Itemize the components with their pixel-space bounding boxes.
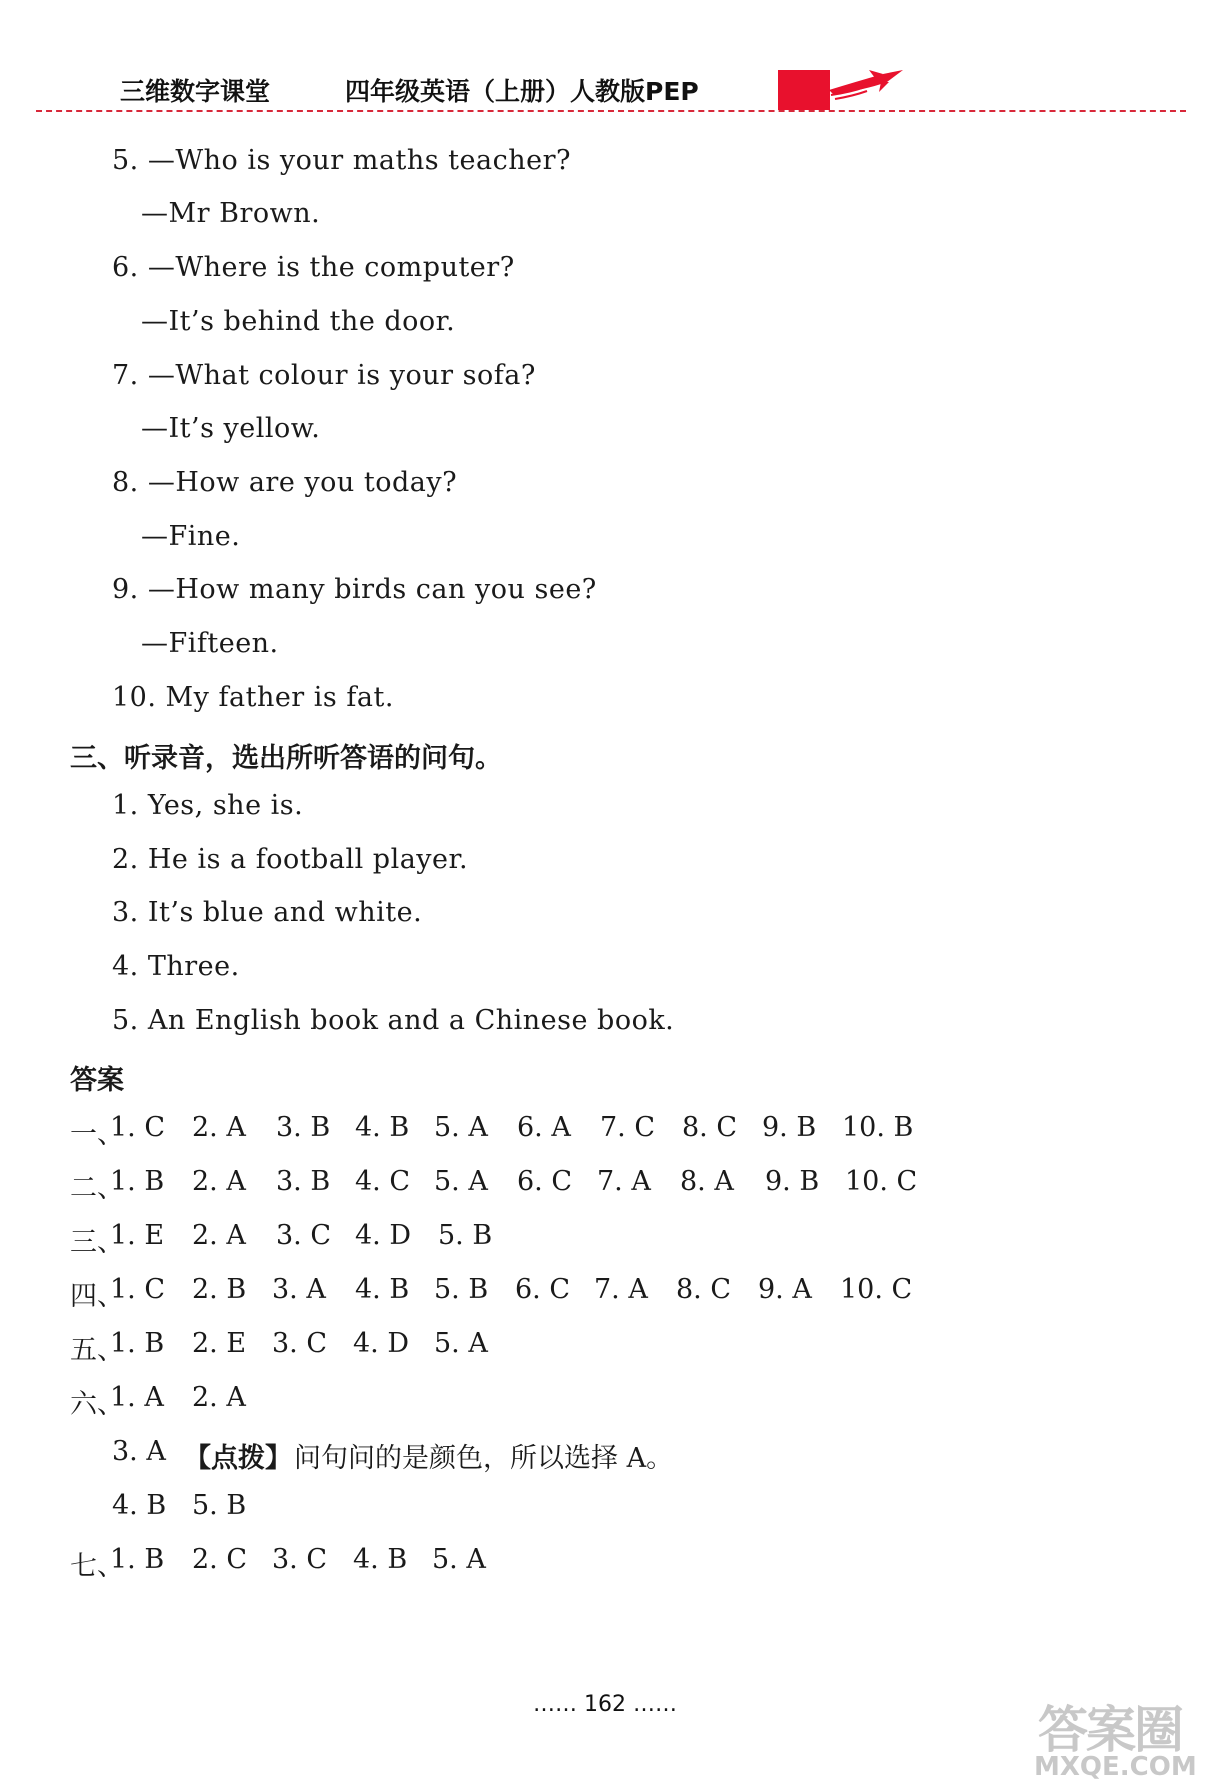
answer-item: 2. A xyxy=(192,1112,246,1143)
answer-item: 6. C xyxy=(517,1166,573,1197)
watermark-logo xyxy=(1030,1690,1200,1785)
answer-item: 8. C xyxy=(676,1274,732,1305)
answer-item: 8. A xyxy=(680,1166,734,1197)
answer-row-label: 五、 xyxy=(70,1335,124,1366)
answer-item: 4. D xyxy=(355,1220,411,1251)
answer-item: 9. B xyxy=(765,1166,820,1197)
answer-item: 3. B xyxy=(276,1112,331,1143)
answer-item: 8. C xyxy=(682,1112,738,1143)
answer-item: 4. B xyxy=(353,1544,408,1575)
answer-item: 9. A xyxy=(758,1274,812,1305)
section3-item: 3. It’s blue and white. xyxy=(112,897,423,928)
tip-label: 【点拨】 xyxy=(184,1443,292,1474)
answer-item: 6. C xyxy=(515,1274,571,1305)
answer-item: 1. A xyxy=(110,1382,164,1413)
answer-item: 7. A xyxy=(594,1274,648,1305)
script-q9: 9. —How many birds can you see? xyxy=(112,574,597,605)
answer-item: 5. A xyxy=(434,1112,488,1143)
answer-item: 2. A xyxy=(192,1220,246,1251)
answer-item: 2. C xyxy=(192,1544,248,1575)
answer-row-label: 一、 xyxy=(70,1119,124,1150)
answer-item: 1. B xyxy=(110,1166,165,1197)
script-q8: 8. —How are you today? xyxy=(112,467,458,498)
book-series-title: 三维数字课堂 xyxy=(120,77,271,106)
answer-item: 4. C xyxy=(355,1166,411,1197)
answer-item: 4. D xyxy=(353,1328,409,1359)
script-item10: 10. My father is fat. xyxy=(112,682,394,713)
answer-item: 1. B xyxy=(110,1544,165,1575)
answer-item: 3. A xyxy=(112,1436,166,1467)
script-a5: —Mr Brown. xyxy=(141,198,321,229)
answer-item: 10. B xyxy=(842,1112,914,1143)
script-a8: —Fine. xyxy=(141,521,241,552)
watermark-text: 答案圈 xyxy=(1038,1701,1182,1759)
answer-item: 4. B xyxy=(355,1112,410,1143)
script-q6: 6. —Where is the computer? xyxy=(112,252,515,283)
answer-item: 3. A xyxy=(272,1274,326,1305)
tip-text: 问句问的是颜色，所以选择 A。 xyxy=(294,1443,674,1474)
section3-item: 4. Three. xyxy=(112,951,240,982)
rocket-icon xyxy=(825,68,905,104)
answers-heading: 答案 xyxy=(70,1065,124,1096)
answer-row-label: 六、 xyxy=(70,1389,124,1420)
answer-item: 4. B xyxy=(112,1490,167,1521)
answer-row-label: 二、 xyxy=(70,1173,124,1204)
answer-item: 7. C xyxy=(600,1112,656,1143)
watermark-url: MXQE.COM xyxy=(1034,1752,1197,1782)
answer-item: 5. A xyxy=(434,1166,488,1197)
answer-item: 3. C xyxy=(272,1544,328,1575)
answer-item: 1. C xyxy=(110,1274,166,1305)
script-q7: 7. —What colour is your sofa? xyxy=(112,360,536,391)
answer-item: 1. C xyxy=(110,1112,166,1143)
answer-item: 2. A xyxy=(192,1166,246,1197)
answer-item: 2. E xyxy=(192,1328,247,1359)
section3-item: 1. Yes, she is. xyxy=(112,790,304,821)
section3-heading: 三、听录音，选出所听答语的问句。 xyxy=(70,743,502,774)
red-block-decoration xyxy=(778,70,830,110)
answer-item: 1. E xyxy=(110,1220,165,1251)
answer-item: 7. A xyxy=(597,1166,651,1197)
answer-item: 3. B xyxy=(276,1166,331,1197)
answer-item: 5. A xyxy=(432,1544,486,1575)
answer-row-label: 三、 xyxy=(70,1227,124,1258)
answer-item: 5. B xyxy=(438,1220,493,1251)
section3-item: 5. An English book and a Chinese book. xyxy=(112,1005,675,1036)
answer-item: 2. A xyxy=(192,1382,246,1413)
script-q5: 5. —Who is your maths teacher? xyxy=(112,145,571,176)
answer-item: 5. A xyxy=(434,1328,488,1359)
script-a6: —It’s behind the door. xyxy=(141,306,456,337)
header-divider xyxy=(36,110,1186,112)
script-a9: —Fifteen. xyxy=(141,628,279,659)
answer-item: 2. B xyxy=(192,1274,247,1305)
answer-item: 3. C xyxy=(276,1220,332,1251)
answer-item: 6. A xyxy=(517,1112,571,1143)
book-title: 四年级英语（上册）人教版PEP xyxy=(345,77,699,106)
section3-item: 2. He is a football player. xyxy=(112,844,469,875)
answer-item: 4. B xyxy=(355,1274,410,1305)
answer-item: 3. C xyxy=(272,1328,328,1359)
answer-item: 5. B xyxy=(434,1274,489,1305)
answer-item: 9. B xyxy=(762,1112,817,1143)
answer-row-label: 四、 xyxy=(70,1281,124,1312)
answer-item: 10. C xyxy=(845,1166,918,1197)
page-number: …… 162 …… xyxy=(533,1692,677,1717)
answer-item: 1. B xyxy=(110,1328,165,1359)
script-a7: —It’s yellow. xyxy=(141,413,321,444)
answer-item: 10. C xyxy=(840,1274,913,1305)
answer-item: 5. B xyxy=(192,1490,247,1521)
answer-row-label: 七、 xyxy=(70,1551,124,1582)
